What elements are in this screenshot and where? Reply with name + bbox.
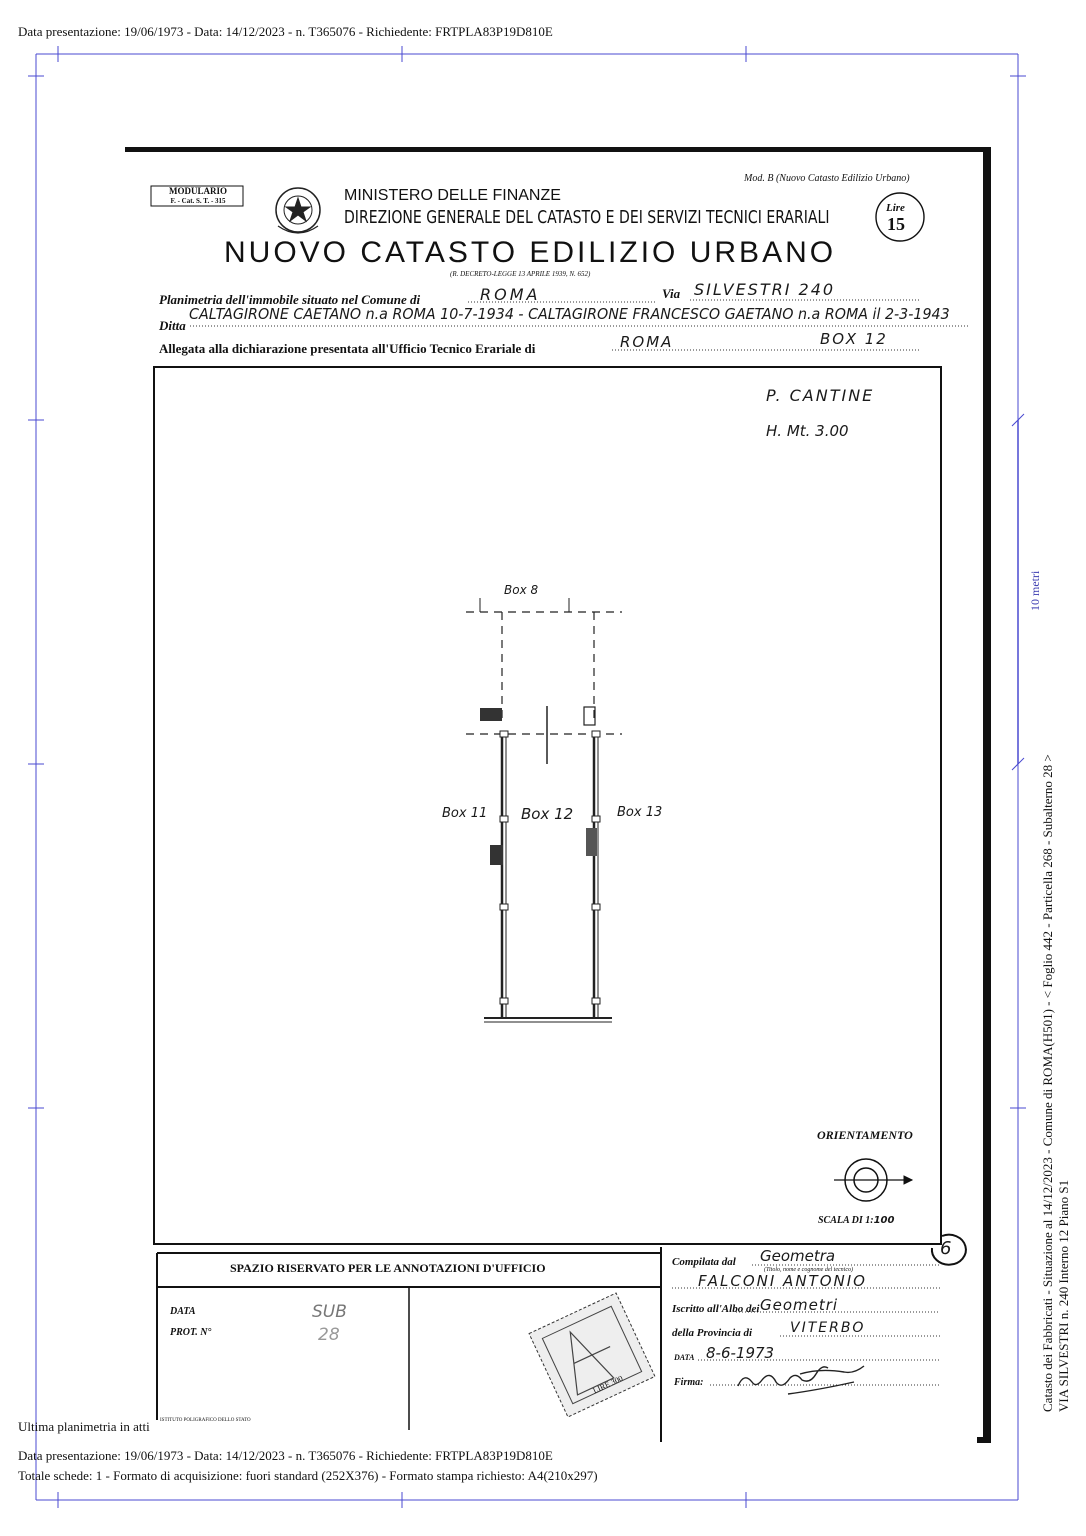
modulario-line1: MODULARIO [169,186,227,196]
height-label: H. Mt. 3.00 [766,422,849,440]
comune-value: ROMA [480,285,541,304]
floor-label: P. CANTINE [766,386,875,405]
allegata-label: Allegata alla dichiarazione presentata all'Ufficio Tecnico Erariale di [159,341,536,356]
compilata-hint: (Titolo, nome e cognome del tecnico) [764,1267,853,1273]
compass-icon [834,1159,912,1201]
form-top-bar [125,147,990,152]
lire-value: 15 [887,214,905,234]
compilata-label: Compilata dal [672,1256,736,1268]
emblem-icon [276,188,320,233]
side-info-2: VIA SILVESTRI n. 240 Interno 12 Piano S1 [1056,1179,1071,1412]
signature-image [730,1360,890,1400]
office-sub-number: 28 [318,1325,340,1345]
ditta-value: CALTAGIRONE CAETANO n.a ROMA 10-7-1934 - CALTAGIRONE FRANCESCO GAETANO n.a ROMA il 2-3-1943 [189,305,950,323]
decree-note: (R. DECRETO-LEGGE 13 APRILE 1939, N. 652) [450,270,591,278]
firma-label: Firma: [674,1377,704,1388]
compilata-value: Geometra [760,1247,836,1265]
mod-b-label: Mod. B (Nuovo Catasto Edilizio Urbano) [744,173,910,184]
pillars [480,707,597,865]
lire-label: Lire [886,202,905,214]
scala-value: 100 [873,1215,895,1226]
tecnico-name: FALCONI ANTONIO [698,1272,867,1290]
via-value: SILVESTRI 240 [694,280,836,299]
office-data-label: DATA [170,1306,196,1317]
ultima-planimetria: Ultima planimetria in atti [18,1419,150,1434]
albo-value: Geometri [760,1296,839,1314]
scala-prefix: SCALA DI 1: [818,1215,874,1226]
scala-label [818,1215,894,1226]
office-prot-label: PROT. N° [170,1327,212,1338]
footer-line2: Totale schede: 1 - Formato di acquisizione: fuori standard (252X376) - Formato stampa richiesto: A4(210x297) [18,1468,598,1483]
side-info-1: Catasto dei Fabbricati - Situazione al 14/12/2023 - Comune di ROMA(H501) - < Foglio 442 - Particella 268 - Subalterno 28 > [1040,754,1055,1412]
scale-bar-label: 10 metri [1028,570,1042,611]
direction-name: DIREZIONE GENERALE DEL CATASTO E DEI SERVIZI TECNICI ERARIALI [344,207,830,228]
compiler-data-value: 8-6-1973 [706,1344,775,1362]
revenue-stamp [529,1293,655,1417]
main-title: NUOVO CATASTO EDILIZIO URBANO [224,236,837,269]
box11-label: Box 11 [442,806,488,821]
stamp-text: LIRE 300 [591,1373,625,1396]
ditta-label: Ditta [159,318,186,333]
sheet-number: 6 [940,1238,952,1259]
box13-label: Box 13 [617,805,663,820]
office-sub-note: SUB [312,1302,347,1322]
footer-line1: Data presentazione: 19/06/1973 - Data: 14/12/2023 - n. T365076 - Richiedente: FRTPLA83P19D810E [18,1448,553,1463]
top-header: Data presentazione: 19/06/1973 - Data: 14/12/2023 - n. T365076 - Richiedente: FRTPLA83P19D810E [18,24,553,39]
form-right-bar [983,147,991,1443]
box12-label: Box 12 [521,805,574,823]
orientamento-label: ORIENTAMENTO [817,1128,913,1142]
box8-label: Box 8 [504,583,539,597]
via-label: Via [662,286,681,301]
printer-mark: ISTITUTO POLIGRAFICO DELLO STATO [160,1418,251,1423]
office-title: SPAZIO RISERVATO PER LE ANNOTAZIONI D'UFFICIO [230,1261,546,1275]
modulario-line2: F. - Cat. S. T. - 315 [170,197,226,205]
albo-label: Iscritto all'Albo dei [672,1303,760,1315]
box-value: BOX 12 [820,330,888,348]
provincia-label: della Provincia di [672,1327,753,1339]
provincia-value: VITERBO [790,1320,866,1336]
ministry-name: MINISTERO DELLE FINANZE [344,187,561,204]
ufficio-value: ROMA [620,333,674,351]
planimetria-label: Planimetria dell'immobile situato nel Comune di [159,292,421,307]
modulario-label [154,186,242,206]
compiler-data-label: DATA [674,1353,695,1362]
